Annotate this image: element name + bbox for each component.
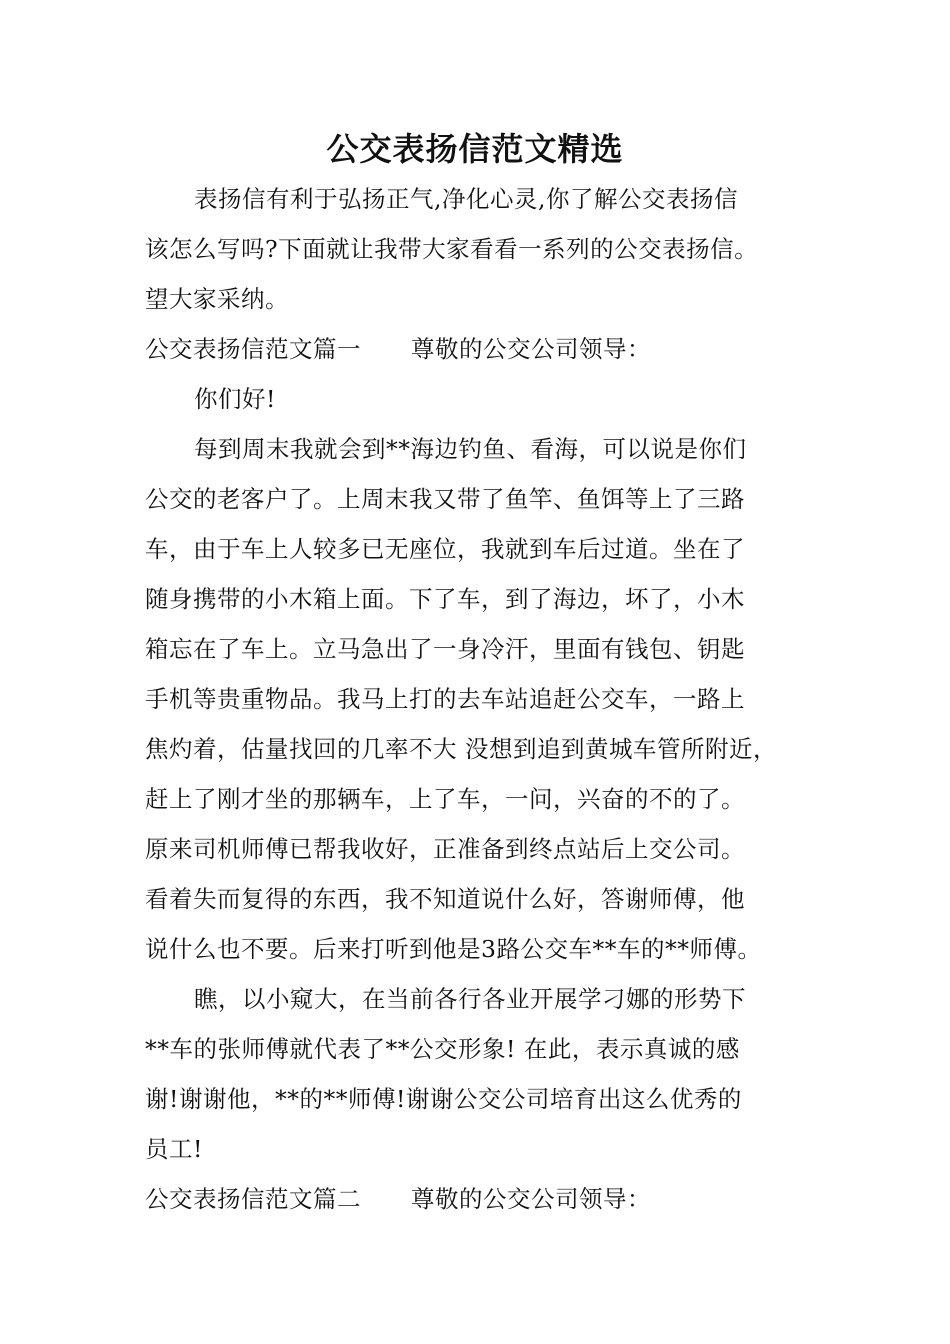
body-line: 车，由于车上人较多已无座位，我就到车后过道。坐在了 <box>145 535 745 563</box>
letter-1-heading-row <box>145 334 651 364</box>
letter-2-heading: 公交表扬信范文篇二 <box>145 1185 361 1213</box>
letter-2-heading-row <box>145 1184 651 1214</box>
body-line: 焦灼着，估量找回的几率不大 没想到追到黄城车管所附近， <box>145 735 777 763</box>
body-line: 箱忘在了车上。立马急出了一身冷汗，里面有钱包、钥匙 <box>145 635 745 663</box>
body-line: 原来司机师傅已帮我收好，正准备到终点站后上交公司。 <box>145 835 745 863</box>
body-line: 每到周末我就会到**海边钓鱼、看海，可以说是你们 <box>194 435 747 463</box>
body-line: 公交的老客户了。上周末我又带了鱼竿、鱼饵等上了三路 <box>145 485 745 513</box>
body-line: 赶上了刚才坐的那辆车，上了车，一问，兴奋的不的了。 <box>145 785 745 813</box>
letter-1-heading: 公交表扬信范文篇一 <box>145 335 361 363</box>
body-line: 员工! <box>145 1135 203 1163</box>
letter-1-greeting: 你们好! <box>194 385 276 413</box>
body-line: 看着失而复得的东西，我不知道说什么好，答谢师傅，他 <box>145 885 745 913</box>
intro-line: 表扬信有利于弘扬正气,净化心灵,你了解公交表扬信 <box>194 185 738 213</box>
body-line: 说什么也不要。后来打听到他是3路公交车**车的**师傅。 <box>145 935 762 963</box>
intro-line: 望大家采纳。 <box>145 285 289 313</box>
letter-2-salutation: 尊敬的公交公司领导： <box>411 1185 651 1213</box>
body-line: **车的张师傅就代表了**公交形象! 在此，表示真诚的感 <box>145 1035 740 1063</box>
body-line: 瞧，以小窥大，在当前各行各业开展学刁娜的形势下 <box>194 985 746 1013</box>
body-line: 手机等贵重物品。我马上打的去车站追赶公交车，一路上 <box>145 685 745 713</box>
body-line: 谢!谢谢他，**的**师傅!谢谢公交公司培育出这么优秀的 <box>145 1085 742 1113</box>
body-line: 随身携带的小木箱上面。下了车，到了海边，坏了，小木 <box>145 585 745 613</box>
intro-line: 该怎么写吗?下面就让我带大家看看一系列的公交表扬信。 <box>145 235 759 263</box>
letter-1-salutation: 尊敬的公交公司领导： <box>411 335 651 363</box>
document-title: 公交表扬信范文精选 <box>326 130 624 168</box>
